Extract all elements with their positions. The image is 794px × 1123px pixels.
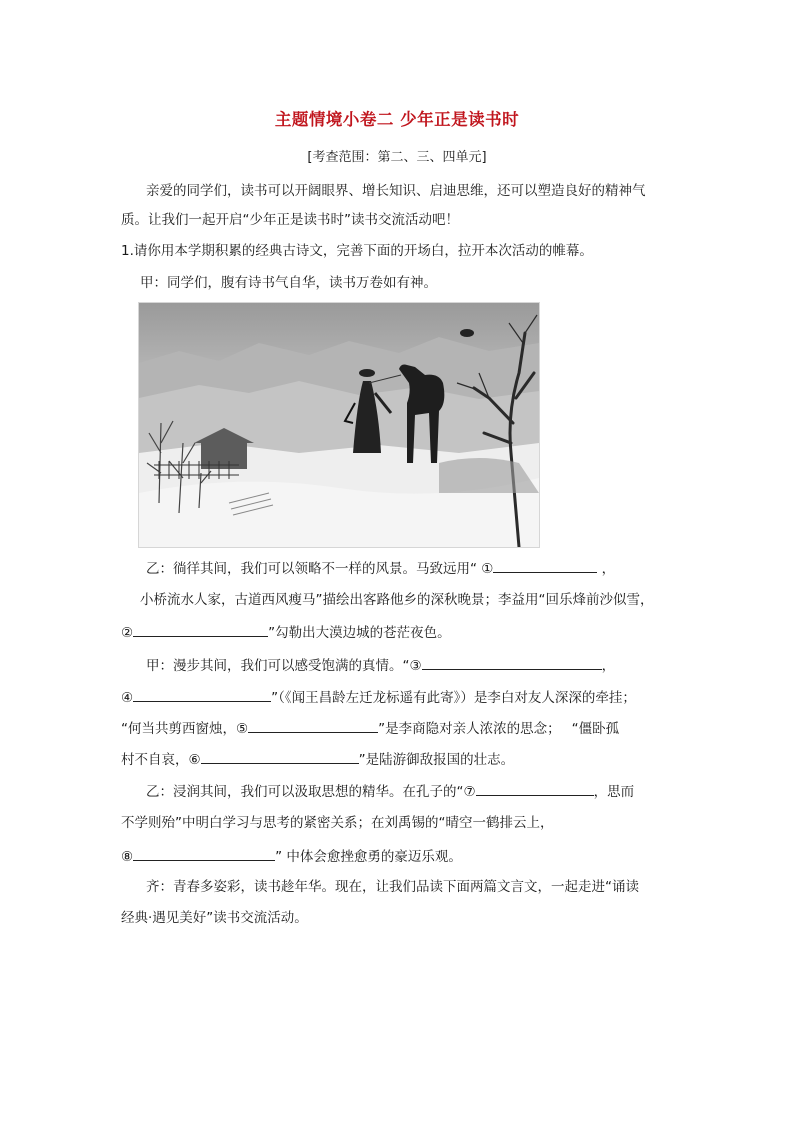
answer-blank-1[interactable] <box>493 557 597 573</box>
answer-blank-2[interactable] <box>133 621 268 637</box>
question-1-prompt: 1.请你用本学期积累的经典古诗文，完善下面的开场白，拉开本次活动的帷幕。 <box>121 243 593 259</box>
dialogue-jia-2-line-4 <box>121 748 514 770</box>
blank-marker-4: ④ <box>121 690 134 706</box>
dialogue-yi-1-text-b: ， <box>597 561 616 577</box>
dialogue-jia-2-text-d2: ”是李商隐对亲人浓浓的思念； “僵卧孤 <box>378 721 620 737</box>
dialogue-yi-1-text-d: ”勾勒出大漠边城的苍茫夜色。 <box>268 625 451 641</box>
dialogue-jia-2-text-c: ”（《闻王昌龄左迁龙标遥有此寄》）是李白对友人深深的牵挂； <box>271 690 636 706</box>
dialogue-jia-2-line-3 <box>121 717 619 739</box>
dialogue-yi-2-line-3 <box>121 845 462 867</box>
blank-marker-8: ⑧ <box>121 849 134 865</box>
dialogue-yi-2-line-1 <box>146 780 634 802</box>
dialogue-yi-1-line-3 <box>121 621 451 643</box>
answer-blank-8[interactable] <box>133 845 275 861</box>
intro-line-1: 亲爱的同学们，读书可以开阔眼界、增长知识、启迪思维，还可以塑造良好的精神气 <box>146 183 646 199</box>
dialogue-jia-2-line-1 <box>146 654 615 676</box>
dialogue-yi-1-line-1 <box>146 557 615 579</box>
ink-painting-image <box>138 302 540 548</box>
closing-line-1: 齐：青春多姿彩，读书趁年华。现在，让我们品读下面两篇文言文，一起走进“诵读 <box>146 879 639 895</box>
dialogue-yi-1-line-2: 小桥流水人家，古道西风瘦马”描绘出客路他乡的深秋晚景；李益用“回乐烽前沙似雪， <box>140 592 654 608</box>
closing-line-2: 经典·遇见美好”读书交流活动。 <box>121 910 308 926</box>
dialogue-jia-1: 甲：同学们，腹有诗书气自华，读书万卷如有神。 <box>140 275 437 291</box>
dialogue-yi-2-text-a2: ，思而 <box>593 784 635 800</box>
answer-blank-7[interactable] <box>476 780 594 796</box>
dialogue-jia-2-text-d1: “何当共剪西窗烛，⑤ <box>121 721 249 737</box>
answer-blank-6[interactable] <box>201 748 359 764</box>
dialogue-jia-2-text-b: ， <box>601 658 616 674</box>
answer-blank-4[interactable] <box>133 686 271 702</box>
blank-marker-2: ② <box>121 625 134 641</box>
dialogue-yi-2-text-c2: ” 中体会愈挫愈勇的豪迈乐观。 <box>275 849 462 865</box>
answer-blank-5[interactable] <box>248 717 378 733</box>
dialogue-jia-2-text-a: 甲：漫步其间，我们可以感受饱满的真情。“③ <box>146 658 422 674</box>
dialogue-yi-1-text-a: 乙：徜徉其间，我们可以领略不一样的风景。马致远用“ ① <box>146 561 494 577</box>
dialogue-jia-2-line-2 <box>121 686 636 708</box>
dialogue-jia-2-text-e2: ”是陆游御敌报国的壮志。 <box>358 752 515 768</box>
page-title: 主题情境小卷二 少年正是读书时 <box>274 110 520 129</box>
dialogue-yi-2-line-2: 不学则殆”中明白学习与思考的紧密关系；在刘禹锡的“晴空一鹤排云上， <box>121 815 554 831</box>
dialogue-yi-2-text-a1: 乙：浸润其间，我们可以汲取思想的精华。在孔子的“⑦ <box>146 784 476 800</box>
intro-line-2: 质。让我们一起开启“少年正是读书时”读书交流活动吧！ <box>121 212 459 228</box>
exam-scope: [考查范围：第二、三、四单元] <box>307 150 487 165</box>
answer-blank-3[interactable] <box>422 654 602 670</box>
dialogue-jia-2-text-e1: 村不自哀，⑥ <box>121 752 201 768</box>
